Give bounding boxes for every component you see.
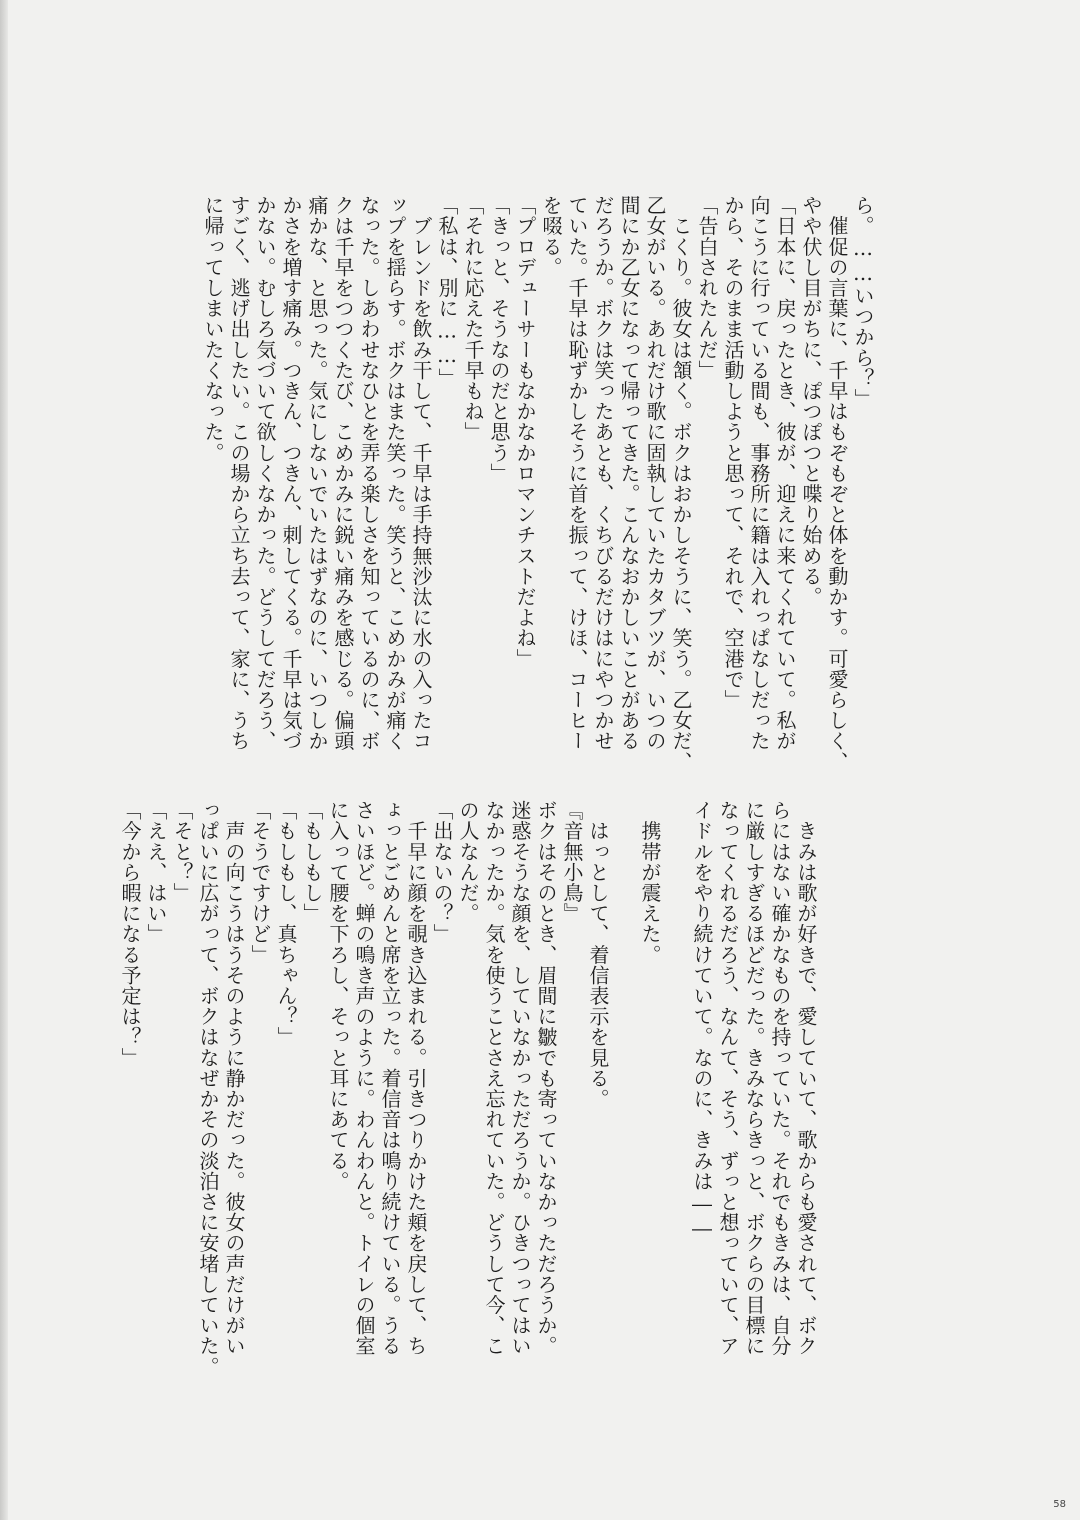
text-line: ップを揺らす。ボクはまた笑った。笑うと、こめかみが痛く: [383, 195, 407, 752]
text-line: っぱいに広がって、ボクはなぜかその淡泊さに安堵していた。: [196, 800, 220, 1377]
text-line: なかったか。気を使うことさえ忘れていた。どうして今、こ: [482, 800, 506, 1357]
text-line: すごく、逃げ出したい。この場から立ち去って、家に、うち: [227, 195, 251, 752]
text-line: きみは歌が好きで、愛していて、歌からも愛されて、ボク: [794, 800, 818, 1357]
text-line: 「きっと、そうなのだと思う」: [487, 195, 511, 484]
page-edge: [0, 0, 8, 1520]
text-line: に帰ってしまいたくなった。: [201, 195, 225, 463]
text-line: ら。……いつから？」: [851, 195, 875, 409]
text-line: だろうか。ボクは笑ったあとも、くちびるだけはにやつかせ: [591, 195, 615, 752]
text-line: から、そのまま活動しようと思って、それで、空港で」: [721, 195, 745, 710]
text-line: 「私は、別に……」: [435, 195, 459, 389]
text-line: 「もしもし、真ちゃん？」: [274, 800, 298, 1048]
text-line: ボクはそのとき、眉間に皺でも寄っていなかっただろうか。: [534, 800, 558, 1357]
text-line: かない。むしろ気づいて欲しくなかった。どうしてだろう、: [253, 195, 277, 752]
text-line: の人なんだ。: [456, 800, 480, 924]
text-line: 「出ないの？」: [430, 800, 454, 945]
text-line: クは千早をつつくたび、こめかみに鋭い痛みを感じる。偏頭: [331, 195, 355, 752]
text-line: [611, 800, 637, 1365]
text-line: に入って腰を下ろし、そっと耳にあてる。: [326, 800, 350, 1192]
text-line: 「日本に、戻ったとき、彼が、迎えに来てくれていて。私が: [773, 195, 797, 752]
lower-text-block: [118, 800, 819, 1377]
text-line: 間にか乙女になって帰ってきた。こんなおかしいことがある: [617, 195, 641, 752]
text-line: 向こうに行っている間も、事務所に籍は入れっぱなしだった: [747, 195, 771, 752]
text-line: らにはない確かなものを持っていた。それでもきみは、自分: [768, 800, 792, 1357]
text-line: ょっとごめんと席を立った。着信音は鳴り続けている。うる: [378, 800, 402, 1357]
text-line: 千早に顔を覗き込まれる。引きつりかけた頬を戻して、ち: [404, 800, 428, 1357]
text-line: 声の向こうはうそのように静かだった。彼女の声だけがい: [222, 800, 246, 1357]
text-line: を啜る。: [539, 195, 563, 278]
text-line: ブレンドを飲み干して、千早は手持無沙汰に水の入ったコ: [409, 195, 433, 752]
text-line: 催促の言葉に、千早はもぞもぞと体を動かす。可愛らしく、: [825, 195, 849, 772]
text-line: に厳しすぎるほどだった。きみならきっと、ボクらの目標に: [742, 800, 766, 1357]
text-line: 『音無小鳥』: [560, 800, 584, 924]
text-line: ていた。千早は恥ずかしそうに首を振って、けほ、コーヒー: [565, 195, 589, 752]
text-line: やや伏し目がちに、ぽつぽつと喋り始める。: [799, 195, 823, 607]
upper-text-block: [196, 195, 876, 770]
text-line: なった。しあわせなひとを弄る楽しさを知っているのに、ボ: [357, 195, 381, 752]
text-line: 「プロデューサーもなかなかロマンチストだよね」: [513, 195, 537, 669]
text-line: [663, 800, 689, 1365]
text-line: 「そうですけど」: [248, 800, 272, 965]
page-number: 58: [1053, 1499, 1066, 1510]
text-line: 「もしもし」: [300, 800, 324, 924]
text-line: イドルをやり続けていて。なのに、きみは――: [690, 800, 714, 1241]
text-line: こくり。彼女は頷く。ボクはおかしそうに、笑う。乙女だ、: [669, 195, 693, 772]
text-line: さいほど。蝉の鳴き声のように。わんわんと。トイレの個室: [352, 800, 376, 1357]
text-line: 携帯が震えた。: [638, 800, 662, 965]
text-line: 「今から暇になる予定は？」: [118, 800, 142, 1068]
text-line: 「それに応えた千早もね」: [461, 195, 485, 443]
text-line: かさを増す痛み。つきん、つきん、刺してくる。千早は気づ: [279, 195, 303, 752]
text-line: 「ええ、はい」: [144, 800, 168, 945]
text-line: 痛かな、と思った。気にしないでいたはずなのに、いつしか: [305, 195, 329, 752]
text-line: なってくれるだろう、なんて、そう、ずっと想っていて、ア: [716, 800, 740, 1357]
text-line: 「そと？」: [170, 800, 194, 903]
text-line: 乙女がいる。あれだけ歌に固執していたカタブツが、いつの: [643, 195, 667, 752]
text-line: 「告白されたんだ」: [695, 195, 719, 381]
text-line: 迷惑そうな顔を、していなかっただろうか。ひきつってはい: [508, 800, 532, 1357]
text-line: はっとして、着信表示を見る。: [586, 800, 610, 1109]
